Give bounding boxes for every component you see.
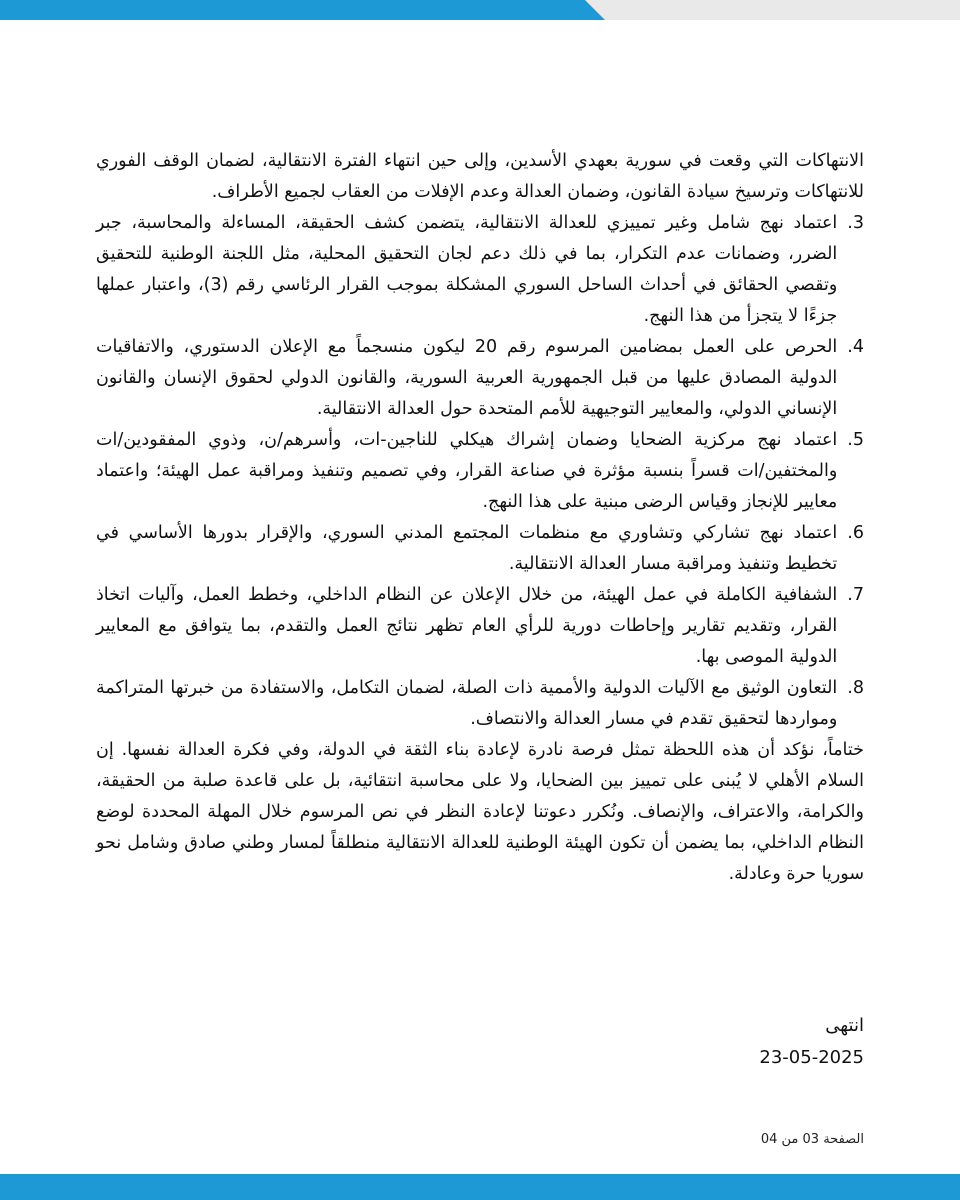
list-item	[96, 518, 864, 580]
list-item-number: 4.	[847, 337, 864, 357]
list-item-text: اعتماد نهج مركزية الضحايا وضمان إشراك هيكلي للناجين-ات، وأسرهم/ن، وذوي المفقودين/ات والمختفين/ات قسراً بنسبة مؤثرة في صناعة القرار، وفي تصميم وتنفيذ ومراقبة عمل الهيئة؛ واعتماد معايير للإنجاز وقياس الرضى مبنية على هذا النهج.	[96, 430, 838, 512]
footer-bar	[0, 1174, 960, 1200]
list-item-number: 8.	[847, 678, 864, 698]
list-item-text: التعاون الوثيق مع الآليات الدولية والأممية ذات الصلة، لضمان التكامل، والاستفادة من خبرتها المتراكمة ومواردها لتحقيق تقدم في مسار العدالة والانتصاف.	[96, 678, 838, 729]
list-item	[96, 425, 864, 518]
signoff-block	[759, 1010, 864, 1074]
closing-paragraph: ختاماً، نؤكد أن هذه اللحظة تمثل فرصة نادرة لإعادة بناء الثقة في الدولة، وفي فكرة العدالة نفسها. إن السلام الأهلي لا يُبنى على تمييز بين الضحايا، ولا على محاسبة انتقائية، بل على قاعدة صلبة من الحقيقة، والكرامة، والاعتراف، والإنصاف. ونُكرر دعوتنا لإعادة النظر في نص المرسوم خلال المهلة المحددة لوضع النظام الداخلي، بما يضمن أن تكون الهيئة الوطنية للعدالة الانتقالية منطلقاً لمسار وطني صادق وشامل نحو سوريا حرة وعادلة.	[96, 740, 864, 884]
page-number: الصفحة 03 من 04	[760, 1132, 864, 1147]
list-item-text: الحرص على العمل بمضامين المرسوم رقم 20 ليكون منسجماً مع الإعلان الدستوري، والاتفاقيات الدولية المصادق عليها من قبل الجمهورية العربية السورية، والقانون الدولي لحقوق الإنسان والقانون الإنساني الدولي، والمعايير التوجيهية للأمم المتحدة حول العدالة الانتقالية.	[96, 337, 838, 419]
list-item-number: 6.	[847, 523, 864, 543]
header-decoration	[0, 0, 960, 20]
list-item	[96, 580, 864, 673]
list-item-text: اعتماد نهج شامل وغير تمييزي للعدالة الانتقالية، يتضمن كشف الحقيقة، المساءلة والمحاسبة، جبر الضرر، وضمانات عدم التكرار، بما في ذلك دعم لجان التحقيق المحلية، مثل اللجنة الوطنية للتحقيق وتقصي الحقائق في أحداث الساحل السوري المشكلة بموجب القرار الرئاسي رقم (3)، واعتبار عملها جزءًا لا يتجزأ من هذا النهج.	[96, 213, 838, 326]
header-blue-stripe	[0, 0, 605, 20]
list-item	[96, 332, 864, 425]
list-item	[96, 208, 864, 332]
header-grey-stripe	[585, 0, 960, 20]
list-item-number: 7.	[847, 585, 864, 605]
intro-paragraph: الانتهاكات التي وقعت في سورية بعهدي الأسدين، وإلى حين انتهاء الفترة الانتقالية، لضمان الوقف الفوري للانتهاكات وترسيخ سيادة القانون، وضمان العدالة وعدم الإفلات من العقاب لجميع الأطراف.	[96, 151, 864, 202]
list-item-number: 3.	[847, 213, 864, 233]
end-label: انتهى	[825, 1015, 864, 1036]
list-item-text: اعتماد نهج تشاركي وتشاوري مع منظمات المجتمع المدني السوري، والإقرار بدورها الأساسي في تخطيط وتنفيذ ومراقبة مسار العدالة الانتقالية.	[96, 523, 838, 574]
document-body	[96, 146, 864, 890]
list-item-text: الشفافية الكاملة في عمل الهيئة، من خلال الإعلان عن النظام الداخلي، وخطط العمل، وآليات اتخاذ القرار، وتقديم تقارير وإحاطات دورية للرأي العام تظهر نتائج العمل والتقدم، بما يتوافق مع المعايير الدولية الموصى بها.	[96, 585, 838, 667]
list-item-number: 5.	[847, 430, 864, 450]
list-item	[96, 673, 864, 735]
document-date: 23-05-2025	[759, 1047, 864, 1068]
